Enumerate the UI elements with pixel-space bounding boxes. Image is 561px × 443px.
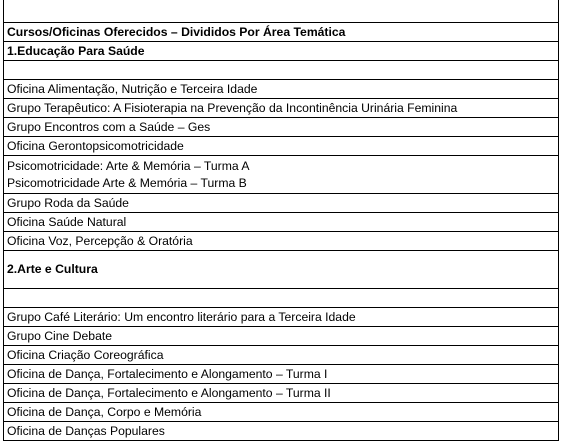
course-item: Oficina Alimentação, Nutrição e Terceira Idade — [4, 80, 559, 99]
table-row-heading — [4, 23, 559, 42]
course-item: Psicomotricidade: Arte & Memória – Turma A — [7, 158, 250, 173]
course-item: Oficina Saúde Natural — [4, 213, 559, 232]
table-row — [4, 422, 559, 441]
table-row — [4, 118, 559, 137]
table-row — [4, 156, 559, 194]
table-row-empty-top — [4, 0, 559, 23]
table-row — [4, 99, 559, 118]
course-item: Oficina de Dança, Fortalecimento e Alongamento – Turma II — [4, 384, 559, 403]
table-cell-empty — [4, 61, 559, 80]
table-row-section-title — [4, 251, 559, 289]
section-title-educacao: 1.Educação Para Saúde — [4, 42, 559, 61]
table-row — [4, 213, 559, 232]
courses-table — [3, 0, 559, 441]
table-row — [4, 384, 559, 403]
course-item: Oficina Voz, Percepção & Oratória — [4, 232, 559, 251]
course-item: Oficina de Dança, Corpo e Memória — [4, 403, 559, 422]
course-item: Psicomotricidade Arte & Memória – Turma B — [7, 175, 247, 190]
table-row-spacer — [4, 289, 559, 308]
course-item: Grupo Roda da Saúde — [4, 194, 559, 213]
table-row — [4, 232, 559, 251]
course-item: Grupo Cine Debate — [4, 327, 559, 346]
section-title-arte: 2.Arte e Cultura — [4, 251, 559, 289]
table-row — [4, 365, 559, 384]
table-cell-empty — [4, 0, 559, 23]
course-item: Grupo Terapêutico: A Fisioterapia na Prevenção da Incontinência Urinária Feminina — [4, 99, 559, 118]
table-row-spacer — [4, 61, 559, 80]
course-item: Oficina Gerontopsicomotricidade — [4, 137, 559, 156]
table-row — [4, 308, 559, 327]
table-row — [4, 346, 559, 365]
table-row — [4, 403, 559, 422]
course-item-group — [4, 156, 559, 194]
table-row — [4, 327, 559, 346]
table-row — [4, 194, 559, 213]
table-heading: Cursos/Oficinas Oferecidos – Divididos Por Área Temática — [4, 23, 559, 42]
course-item: Grupo Café Literário: Um encontro literário para a Terceira Idade — [4, 308, 559, 327]
course-item: Oficina de Dança, Fortalecimento e Alongamento – Turma I — [4, 365, 559, 384]
table-row — [4, 80, 559, 99]
table-cell-empty — [4, 289, 559, 308]
course-item: Oficina de Danças Populares — [4, 422, 559, 441]
course-item: Oficina Criação Coreográfica — [4, 346, 559, 365]
table-row-section-title — [4, 42, 559, 61]
course-item: Grupo Encontros com a Saúde – Ges — [4, 118, 559, 137]
table-row — [4, 137, 559, 156]
